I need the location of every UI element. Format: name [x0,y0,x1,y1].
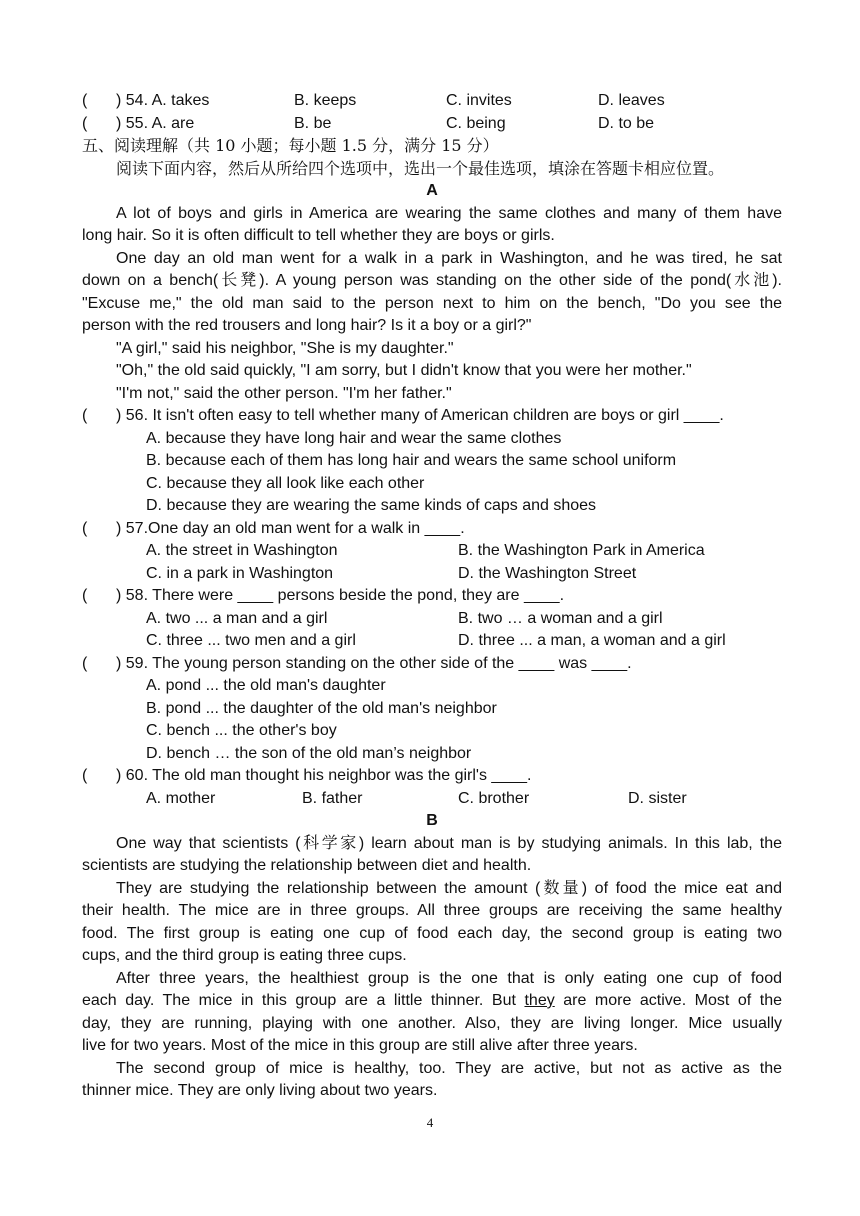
underlined-word: they [524,992,555,1009]
q58-option-c: C. three ... two men and a girl [146,632,356,649]
q56-number: ) 56. [116,407,149,424]
passage-a-line: person with the red trousers and long hair? Is it a boy or a girl?" [82,317,532,334]
q58-options-row-1 [82,608,782,631]
q60-options [82,788,782,811]
passage-b-line: scientists are studying the relationship between diet and health. [82,857,532,874]
q58-options-row-2 [82,630,782,653]
q55-option-c: C. being [446,114,506,132]
answer-bracket: ( [82,519,88,537]
q58-number: ) 58. [116,587,149,604]
passage-b-label: B [426,812,438,829]
answer-bracket: ( [82,587,88,604]
q54-number: ) 54. [116,92,149,109]
passage-b-line-with-underline [82,990,782,1013]
q54-option-b: B. keeps [294,92,357,109]
q60-stem: The old man thought his neighbor was the girl's ____. [152,767,532,784]
q54-option-a [116,90,294,113]
passage-b-line: thinner mice. They are only living about two years. [82,1082,438,1099]
q58-stem: There were ____ persons beside the pond, they are ____. [152,587,565,604]
q60-option-a: A. mother [146,789,216,807]
q59-stem: The young person standing on the other side of the ____ was ____. [152,654,632,672]
q57-stem-line [116,518,782,541]
q57-number: ) 57. [116,519,149,537]
passage-b-line: cups, and the third group is eating three cups. [82,947,407,964]
answer-bracket: ( [82,767,88,784]
q57-options-row-2 [82,563,782,586]
q56-option-a: A. because they have long hair and wear the same clothes [146,429,562,447]
q59-stem-line [116,653,782,676]
passage-b-line: food. The first group is eating one cup of food each day, the second group is eating two [82,924,782,942]
q59-number: ) 59. [116,654,149,672]
q60-option-b: B. father [302,789,363,807]
section-title: 五、阅读理解（共 10 小题；每小题 1.5 分，满分 15 分） [82,136,499,155]
passage-a-line: A lot of boys and girls in America are wearing the same clothes and many of them have [116,204,782,222]
q57-option-a: A. the street in Washington [146,542,338,559]
passage-a-line: "I'm not," said the other person. "I'm her father." [116,384,452,402]
q56-option-b: B. because each of them has long hair and wears the same school uniform [146,452,677,469]
page-number: 4 [426,1115,434,1130]
q59-option-d: D. bench … the son of the old man’s neighbor [146,744,472,762]
q60-option-c: C. brother [458,789,530,807]
q60-number: ) 60. [116,767,149,784]
q56-stem: It isn't often easy to tell whether many of American children are boys or girl ____. [152,407,724,424]
question-59 [82,653,782,676]
passage-a-line: long hair. So it is often difficult to tell whether they are boys or girls. [82,227,555,244]
question-58 [82,585,782,608]
passage-a-line: "Excuse me," the old man said to the person next to him on the bench, "Do you see the [82,294,782,312]
question-56 [82,405,782,428]
exam-page [82,90,782,1103]
q56-stem-line [116,405,782,428]
passage-b-line: After three years, the healthiest group is the one that is only eating one cup of food [116,969,782,987]
passage-b-line: day, they are running, playing with one another. Also, they are living longer. Mice usually [82,1014,782,1032]
q54-option-d: D. leaves [598,92,665,109]
passage-a-line: down on a bench(长凳). A young person was standing on the other side of the pond(水池). [82,272,782,289]
answer-bracket: ( [82,407,88,424]
passage-a-line: "Oh," the old said quickly, "I am sorry, but I didn't know that you were her mother." [116,362,692,379]
q55-number: ) 55. [116,114,149,132]
passage-b-text: are more active. Most of the [563,992,783,1009]
q57-option-b: B. the Washington Park in America [458,542,705,559]
q58-option-b: B. two … a woman and a girl [458,609,663,627]
question-57 [82,518,782,541]
q56-option-c: C. because they all look like each other [146,474,425,492]
q60-stem-line [116,765,782,788]
answer-bracket: ( [82,654,88,672]
passage-b-line: The second group of mice is healthy, too. They are active, but not as active as the [116,1059,782,1077]
question-55 [82,113,782,136]
q57-options-row-1 [82,540,782,563]
passage-a-line: One day an old man went for a walk in a park in Washington, and he was tired, he sat [116,249,782,267]
passage-b-line: their health. The mice are in three groups. All three groups are receiving the same healthy [82,902,782,919]
passage-b-text: each day. The mice in this group are a little thinner. But [82,992,516,1009]
answer-bracket: ( [82,92,88,109]
section-instruction: 阅读下面内容，然后从所给四个选项中，选出一个最佳选项，填涂在答题卡相应位置。 [116,158,725,178]
q59-option-c: C. bench ... the other's boy [146,722,337,739]
passage-b-line: One way that scientists (科学家) learn about man is by studying animals. In this lab, the [116,834,782,852]
question-60 [82,765,782,788]
q60-option-d: D. sister [628,789,687,807]
q55-a-text: A. are [151,114,195,132]
passage-a-line: "A girl," said his neighbor, "She is my daughter." [116,339,454,357]
q57-stem: One day an old man went for a walk in ____. [148,519,465,537]
q55-option-b: B. be [294,114,332,132]
q56-option-d: D. because they are wearing the same kinds of caps and shoes [146,497,597,514]
q55-option-a [116,113,294,136]
q57-option-c: C. in a park in Washington [146,564,334,582]
q55-option-d: D. to be [598,114,655,132]
passage-b-line: They are studying the relationship between the amount (数量) of food the mice eat and [116,879,782,897]
q54-a-text: A. takes [151,92,210,109]
question-54 [82,90,782,113]
q57-option-d: D. the Washington Street [458,564,637,582]
q58-option-a: A. two ... a man and a girl [146,609,328,627]
q58-stem-line [116,585,782,608]
q59-option-b: B. pond ... the daughter of the old man's neighbor [146,699,497,717]
q58-option-d: D. three ... a man, a woman and a girl [458,632,726,649]
answer-bracket: ( [82,114,88,132]
q54-option-c: C. invites [446,92,512,109]
q59-option-a: A. pond ... the old man's daughter [146,677,386,694]
passage-a-label: A [426,182,438,199]
passage-b-line: live for two years. Most of the mice in this group are still alive after three years. [82,1037,638,1054]
